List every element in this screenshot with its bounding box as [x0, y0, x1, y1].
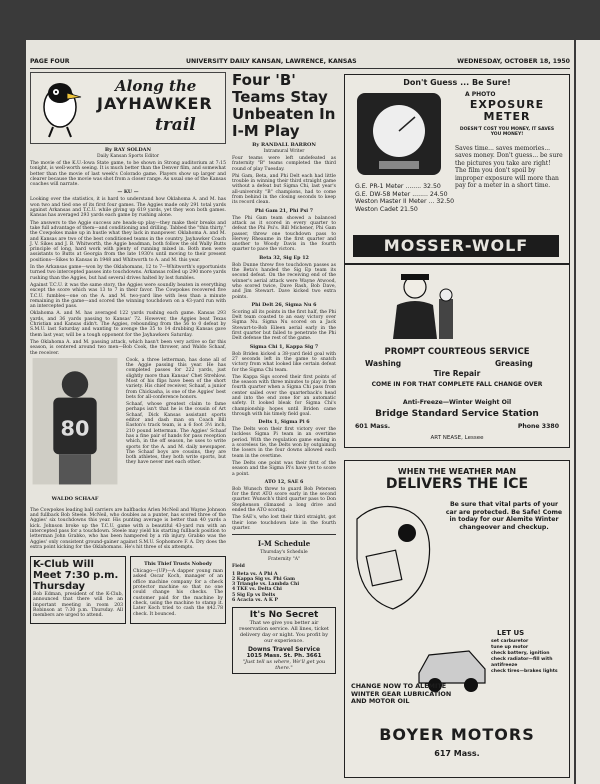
travel-ad [232, 607, 336, 674]
section-divider: — KU — [117, 189, 139, 196]
header-rule [30, 68, 570, 69]
paragraph: The Cowpokes leading ball carriers are halfbacks Arlen McNeil and Wayne Johnson and fullback Bob Steele. McNeil, who doubles as a punter, has scored three of the Aggies' six touchdowns this year. His punting average is better than 40 yards a kick. Johnson broke up the T.C.U. game with a beautiful 43-yard run with an intercepted pass for a touchdown. Steele may yield his starting fullback position to letterman John Grabko, who has been hampered by a rib injury. Grabko was the Aggies' only consistent ground-gainer against S.M.U. Sophomore F. A. Dry does the extra point kicking for the Oklahomans. He's hit three of six attempts. [30, 507, 226, 550]
paragraph: The movie of the K.U.-Iowa State game, to be shown in Strong auditorium at 7:15 tonight, is well-worth seeing. It is much better than the Denver film, and somewhat better than the movie of last week's Colorado game. Players show up larger and clearer because the movie was shot from a closer range. As usual one of the Kansas coaches will narrate. [30, 161, 226, 188]
paragraph: Bob Wunsch threw to guard Bob Petersen for the first ATO score early in the second quarter. Wunsch's third quarter pass to Don Stephenson climaxed a long drive and ended the ATO scoring. [232, 486, 336, 514]
checklist-item: check tires—brakes lights [491, 669, 558, 674]
bottom-boxes [30, 553, 226, 623]
byline: By RANDALL BARRON [252, 142, 316, 148]
paragraph: The SAE's, who lost their third straight, got their lone touchdown late in the fourth quarter. [232, 515, 336, 531]
bridge-item: Washing [365, 359, 402, 368]
exposure-prices [355, 183, 455, 213]
im-schedule [232, 534, 336, 603]
paragraph: The Oklahoma A. and M. passing attack, which hasn't been very active so far this season, is centered around two men—Bob Cook, the thrower, and Waldo Schaaf, the receiver. [30, 339, 226, 356]
exposure-top: Don't Guess ... Be Sure! [403, 78, 511, 87]
price-line: Weston Master II Meter ... 32.50 [355, 198, 455, 206]
exposure-a-photo: A PHOTO [465, 91, 496, 98]
exposure-pitch: Saves time... saves memories... saves money. Don't guess... be sure the pictures you take are right! The film you don't spoil by improper exposure will more than pay for a meter in a short time. [455, 145, 563, 190]
paragraph: The Kappa Sigs scored their first points of the season with three minutes to play in the fourth quarter when a Sigma Chi pass from center sailed over the quarterback's head and into the end zone for an automatic safety. It looked bleak for Sigma Chi's championship hopes until Briden came through with his timely field goal. [232, 374, 336, 417]
boyer-checklist [491, 639, 567, 675]
subhead: Sigma Chi 1, Kappa Sig 7 [249, 343, 319, 350]
issue-date: WEDNESDAY, OCTOBER 18, 1950 [457, 58, 570, 65]
paragraph: Scoring all its points in the first half, the Phi Delt team coasted to an easy victory over Sigma Nu. Sigma Nu scored on a Jack Stewart-to-Bob Eileen aerial early in the first quarter but failed to penetrate the Phi Delt defense the rest of the game. [232, 309, 336, 342]
paragraph: The Delts won their first victory over the luckless Sigma Pi team in an overtime period. With the regulation game ending in a scoreless tie, the Delts won by outgaining the losers in the four downs allowed each team in the overtime. [232, 427, 336, 459]
price-line: Weston Cadet 21.50 [355, 205, 418, 213]
column-masthead [30, 72, 226, 144]
newspaper-name: UNIVERSITY DAILY KANSAN, LAWRENCE, KANSAS [186, 58, 357, 65]
paragraph: Phi Gam, Beta, and Phi Delt each had little trouble in winning their third straight game without a defeat but Sigma Chi, last year's all-university "B" champions, had to come from behind in the closing seconds to keep its record clean. [232, 173, 336, 206]
byline: By RAY SOLDAN [104, 147, 152, 153]
subhead: Delts 1, Sigma Pi 6 [258, 419, 310, 426]
boyer-change: CHANGE NOW TO ALEMITE WINTER GEAR LUBRICATION AND MOTOR OIL [351, 682, 452, 706]
travel-ad-body: That we give you better air reservation service. All lines, ticket delivery day or night. You profit by our experience. [239, 620, 329, 645]
bridge-service-line: PROMPT COURTEOUS SERVICE [384, 347, 530, 357]
intramural-column [232, 72, 336, 674]
thief-story [130, 556, 226, 623]
paragraph: Against T.C.U. it was the same story, the Aggies were soundly beaten in everything except the score which was 13 to 7 in their favor. The Cowpokes recovered five T.C.U. fumbles—one on the A. and M. two-yard line with less than a minute remaining in the game—and scored the winning touchdown on a 43-yard run with an intercepted pass. [30, 282, 226, 310]
schedule-field-label: Field [232, 564, 245, 570]
kclub-body: Bob Edman, president of the K-Club, announced that there will be an important meeting in room 203 Robinson at 7:30 p.m. Thursday. All members are urged to attend. [33, 592, 123, 619]
gas-station-attendant-icon [375, 269, 455, 339]
sports-column [30, 72, 226, 624]
bridge-call: COME IN FOR THAT COMPLETE FALL CHANGE OVER [371, 381, 543, 388]
masthead-line-2: JAYHAWKER [97, 94, 213, 113]
masthead-line-3: trail [155, 115, 196, 135]
boyer-address: 617 Mass. [434, 749, 480, 758]
schedule-title: I-M Schedule [257, 539, 311, 549]
adjacent-page-edge [576, 40, 600, 784]
travel-ad-address: 1015 Mass. St. Ph. 3661 [246, 653, 322, 660]
photo-caption: WALDO SCHAAF [51, 495, 99, 502]
boyer-line1: WHEN THE WEATHER MAN [397, 467, 517, 476]
masthead-line-1: Along the [115, 77, 197, 95]
thief-body: Chicago—(UP)—A dapper young man asked Oscar Koch, manager of an office machine company for a check protector machine so that no one could change his checks. The customer paid for the machine by check, using the machine to stamp it. Later Koch tried to cash the $42.78 check. It bounced. [133, 569, 223, 617]
subhead: ATO 12, SAE 6 [264, 478, 304, 485]
travel-ad-tagline: "Just tell us where, We'll get you there." [242, 659, 326, 672]
price-line: G.E. DW-58 Meter ........ 24.50 [355, 190, 448, 198]
paragraph: The Phi Gam team showed a balanced attack as it scored in every quarter to defeat the Phi Psi's. Bill Michener, Phi Gam passer, threw one touchdown pass to Hervey Rheaume in the first quarter and another to Woody Davis in the fourth quarter to pace the victors. [232, 215, 336, 253]
weatherman-ice-icon [349, 499, 439, 619]
byline-title: Intramural Writer [263, 149, 305, 154]
jayhawk-mascot-icon [35, 77, 85, 139]
player-photo [30, 358, 120, 500]
paragraph: In the Arkansas game—won by the Oklahomans, 12 to 7—Whitworth's opportunists turned two intercepted passes into touchdowns. Arkansas rolled up 290 more yards rushing than the Aggies, but had several drives halted by lost fumbles. [30, 265, 226, 281]
paragraph: Four teams were left undefeated as fraternity "B" teams completed the third round of play Tuesday. [232, 156, 336, 172]
boyer-line2: DELIVERS THE ICE [385, 476, 529, 492]
page-number: PAGE FOUR [30, 58, 70, 65]
subhead: Beta 32, Sig Ep 12 [259, 254, 309, 261]
checklist-item: tune up motor [491, 645, 529, 650]
thief-title: This Thief Trusts Nobody [144, 561, 212, 568]
bridge-address: 601 Mass. [355, 423, 391, 430]
boyer-name: BOYER MOTORS [379, 725, 535, 744]
bridge-lessee: ART NEASE, Lessee [430, 435, 484, 441]
light-meter-icon [353, 91, 445, 177]
checklist-item: set carburetor [491, 639, 529, 644]
bridge-item: Tire Repair [433, 369, 481, 378]
byline-title: Daily Kansan Sports Editor [96, 154, 160, 159]
paragraph: The answers to the Aggie success are heads-up play—they make their breaks and take full advantage of them—and conditioning and drilling. Tabbed the "thin thirty," the Cowpokes make up in hustle what they lack in manpower. Oklahoma A. and M. and Kansas are two of the best conditioned teams in the country. Jayhawker Coach J. V. Sikes and J. B. Whitworth, the Aggie headman, both follow the old Wally Butts principle of long, hard work with plenty of running mixed in. Both men were assistants to Butts at Georgia from the late 1930's until moving to their present positions—Sikes to Kansas in 1948 and Whitworth to A. and M. this year. [30, 220, 226, 263]
exposure-subtitle: DOESN'T COST YOU MONEY, IT SAVES YOU MONEY! [459, 127, 555, 137]
paragraph: Oklahoma A. and M. has averaged 122 yards rushing each game. Kansas 293 yards, and 36 yards passing to Kansas' 72. However, the Aggies beat Texas Christian and Kansas didn't. The Aggies, rebounding from the 56 to 0 defeat by S.M.U. last Saturday and wanting to avenge the 35 to 14 drubbing Kansas gave them last year, will be a tough opponent for the Jayhawkers Saturday. [30, 311, 226, 338]
headline: Four 'B' Teams Stay Unbeaten In I-M Play [232, 71, 336, 140]
paragraph: Bob Dunne threw five touchdown passes as the Beta's handed the Sig Ep team its second defeat. On the receiving end of the winner's aerial attack were Wayne Atwood, who scored twice, Dave Rash, Bob Dave, and Jim Stewart. Dave kicked two extra points. [232, 262, 336, 300]
boyer-let-us: LET US [497, 629, 525, 637]
kclub-title: K-Club Will Meet 7:30 p.m. Thursday [33, 559, 119, 593]
kclub-notice [30, 556, 126, 623]
paragraph: Bob Briden kicked a 38-yard field goal with 27 seconds left in the game to snatch victory from what looked like certain defeat for the Sigma Chi team. [232, 351, 336, 373]
exposure-title: EXPOSURE METER [469, 98, 545, 123]
price-line: G.E. PR-1 Meter ........ 32.50 [355, 183, 441, 190]
paragraph: Looking over the statistics, it is hard to understand how Oklahoma A. and M. has won two and tied one of its first four games. The Aggies made only 291 total yards against Arkansas and T.C.U. while giving up 619 yards, yet they won both games. Kansas has averaged 293 yards each game by rushing alone. [30, 197, 226, 219]
travel-ad-company: Downs Travel Service [247, 646, 321, 654]
bridge-name: Bridge Standard Service Station [375, 409, 539, 419]
boyer-motors-ad [344, 460, 570, 778]
schedule-row: 6 Acacia vs. A K P [232, 598, 278, 603]
bridge-phone: Phone 3380 [517, 423, 559, 430]
paragraph: Cook, a three letterman, has done all of the Aggie passing this year. He has completed passes for 222 yards, just slightly more than Kansas' Chet Strehlow. Most of his flips have been of the short variety. His chief receiver, Schaaf, a junior from Chickasha, is one of the Aggies' best bets for all-conference honors. [126, 357, 226, 400]
checklist-item: check radiator—fill with antifreeze [491, 657, 553, 668]
subhead: Phi Delt 26, Sigma Nu 6 [251, 301, 317, 308]
football-player-photo-icon [30, 358, 120, 492]
paragraph: Schaaf, whose greatest claim to fame perhaps isn't that he is the cousin of Art Schaaf, Dick Kansas assistant sports editor and dash man on Coach Bill Easton's track team, is a 6 foot 3½ inch, 210 pound letterman. The Aggies' Schaaf has a fine pair of hands for pass reception which, in the off season, he uses to write sports for the A. and M. daily newspaper. The Schaaf boys are cousins, they are both athletes, they both write sports, but they have never met each other. [126, 402, 226, 466]
mosser-wolf-logo: MOSSER-WOLF [353, 235, 559, 257]
schedule-row: 3 Triangle vs. Lambda Chi [232, 582, 300, 588]
schedule-row: 2 Kappa Sig vs. Phi Gam [232, 576, 295, 582]
schedule-subtitle-2: Fraternity "A" [267, 557, 301, 563]
bridge-anti: Anti-Freeze—Winter Weight Oil [402, 399, 512, 406]
subhead: Phi Gam 21, Phi Psi 7 [254, 207, 314, 214]
photo-side-text [126, 358, 226, 468]
schedule-row: 4 TKE vs. Delta Chi [232, 587, 282, 593]
bridge-service-ad [344, 264, 570, 448]
travel-ad-title: It's No Secret [249, 610, 319, 621]
photo-block [30, 358, 226, 508]
paragraph: The Delts one point was their first of the season and the Sigma Pi's have yet to score a point. [232, 460, 336, 477]
checklist-item: check battery, ignition [491, 651, 550, 656]
bridge-item: Greasing [495, 359, 533, 368]
schedule-subtitle: Thursday's Schedule [260, 550, 308, 556]
exposure-meter-ad [344, 74, 570, 264]
schedule-row: 5 Sig Ep vs Delts [232, 592, 276, 598]
newspaper-page [26, 40, 574, 784]
svg-text:80: 80 [60, 416, 90, 441]
boyer-body: Be sure that vital parts of your car are protected. Be Safe! Come in today for our Alemite Winter changeover and checkup. [445, 501, 563, 531]
schedule-row: 1 Beta vs. A Phi A [232, 571, 278, 577]
